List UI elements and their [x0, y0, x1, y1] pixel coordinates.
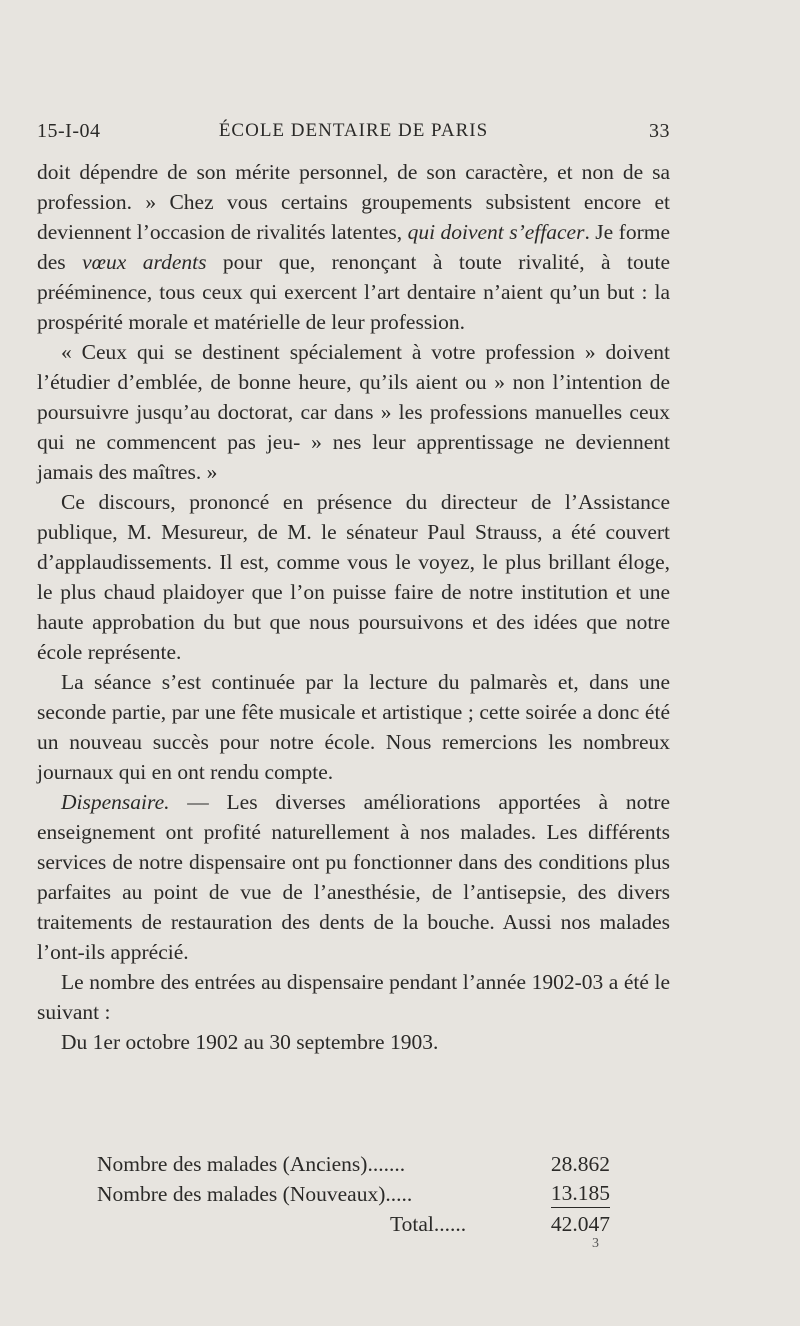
table-total-row: [37, 1209, 670, 1239]
header-title: ÉCOLE DENTAIRE DE PARIS: [218, 120, 489, 141]
paragraph-quote: « Ceux qui se destinent spécialement à votre profession » doivent l’étudier d’emblée, de bonne heure, qu’ils aient ou » non l’intention de poursuivre jusqu’au doctorat, car dans » les professions manuelles ceux qui ne commencent pas jeu- » nes leur apprentissage ne deviennent jamais des maîtres. »: [37, 340, 670, 484]
header-date: 15-I-04: [37, 120, 101, 142]
total-value: 42.047: [550, 1212, 610, 1236]
dispensaire-heading: Dispensaire.: [61, 790, 170, 814]
paragraph-4: La séance s’est continuée par la lecture du palmarès et, dans une seconde partie, par une fête musicale et artistique ; cette soirée a donc été un nouveau succès pour notre école. Nous remercions les nombreux journaux qui en ont rendu compte.: [37, 670, 670, 784]
row-label: Nombre des malades (Anciens).......: [97, 1152, 406, 1176]
p1-italic-d: vœux ardents: [82, 250, 207, 274]
paragraph-3: Ce discours, prononcé en présence du directeur de l’Assistance publique, M. Mesureur, de M. le sénateur Paul Strauss, a été couvert d’applaudissements. Il est, comme vous le voyez, le plus brillant éloge, le plus chaud plaidoyer que l’on puisse faire de notre institution et une haute approbation du but que nous poursuivons et des idées que notre école représente.: [37, 490, 670, 664]
table-row: [37, 1149, 670, 1179]
row-value: 28.862: [550, 1152, 610, 1176]
p1-text-a: doit dépendre de son mérite personnel, de son caractère, et non de sa profession. » Chez vous certains groupements subsistent encore et deviennent l’occasion de rivalités latentes,: [37, 160, 670, 244]
p1-italic-b: qui doivent s’effacer: [407, 220, 585, 244]
paragraph-dispensaire: [37, 787, 670, 967]
body-text: [37, 157, 670, 1057]
paragraph-6: Le nombre des entrées au dispensaire pendant l’année 1902-03 a été le suivant :: [37, 970, 670, 1024]
row-value: 13.185: [551, 1179, 610, 1208]
total-label: Total......: [390, 1212, 467, 1236]
table-row: [37, 1179, 670, 1209]
row-label: Nombre des malades (Nouveaux).....: [97, 1182, 413, 1206]
signature-mark: 3: [592, 1236, 599, 1251]
page-number: 33: [649, 120, 670, 142]
p1-text-e: pour que, renonçant à toute rivalité, à toute prééminence, tous ceux qui exercent l’art dentaire n’aient qu’un but : la prospérité morale et matérielle de leur profession.: [37, 250, 670, 334]
paragraph-1: [37, 157, 670, 337]
p1-text-c: . Je forme des: [37, 220, 671, 274]
patient-table: [37, 1149, 670, 1239]
paragraph-period: Du 1er octobre 1902 au 30 septembre 1903.: [61, 1030, 439, 1054]
dispensaire-text: — Les diverses améliorations apportées à notre enseignement ont profité naturellement à nos malades. Les différents services de notre dispensaire ont pu fonctionner dans des conditions plus parfaites au point de vue de l’anesthésie, de l’antisepsie, des divers traitements de restauration des dents de la bouche. Aussi nos malades l’ont-ils apprécié.: [37, 790, 670, 964]
